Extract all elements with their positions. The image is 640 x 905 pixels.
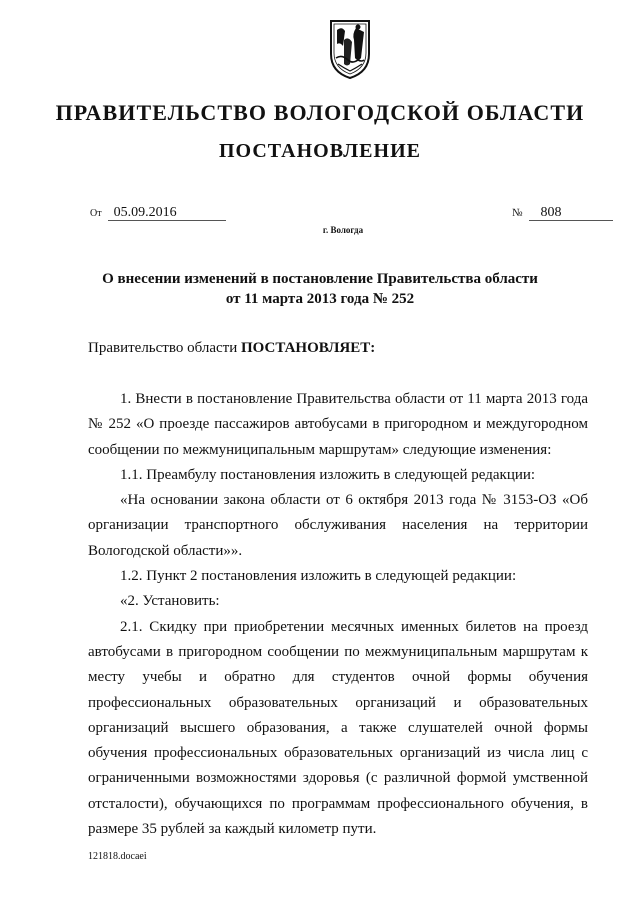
date-value: 05.09.2016 — [108, 205, 226, 221]
paragraph-1-2: 1.2. Пункт 2 постановления изложить в следующей редакции: — [120, 568, 517, 585]
document-subject — [0, 269, 640, 309]
paragraph-2-1: 2.1. Скидку при приобретении месячных именных билетов на проезд автобусами в пригородном сообщении по межмуниципальным маршрутам к месту учебы и обратно для студентов очной формы обучения профессиональных образовательных организаций и образовательных организаций высшего образования, а также слушателей очной формы обучения профессиональных образовательных организаций из числа лиц с ограниченными возможностями здоровья (с различной формой умственной отсталости), обучающихся по программам профессионального обучения, в размере 35 рублей за каждый километр пути. — [88, 618, 588, 838]
document-body — [88, 387, 588, 842]
vologda-coat-of-arms-icon — [328, 18, 372, 80]
subject-line-1: О внесении изменений в постановление Правительства области — [102, 271, 538, 287]
paragraph-quote-2: «2. Установить: — [120, 593, 220, 610]
preamble — [88, 340, 375, 357]
footer-file-name: 121818.docaei — [88, 851, 147, 862]
preamble-lead: Правительство области — [88, 340, 241, 356]
subject-line-2: от 11 марта 2013 года № 252 — [225, 291, 415, 307]
paragraph-1: 1. Внести в постановление Правительства области от 11 марта 2013 года № 252 «О проезде пассажиров автобусами в пригородном и междугородном сообщении по межмуниципальным маршрутам» следующие изменения: — [88, 391, 588, 458]
document-type: ПОСТАНОВЛЕНИЕ — [219, 140, 421, 162]
government-title: ПРАВИТЕЛЬСТВО ВОЛОГОДСКОЙ ОБЛАСТИ — [55, 100, 585, 125]
preamble-keyword: ПОСТАНОВЛЯЕТ: — [240, 340, 376, 356]
number-value: 808 — [529, 205, 613, 221]
city-label: г. Вологда — [322, 225, 364, 235]
number-label: № — [512, 207, 523, 219]
date-field — [90, 205, 226, 221]
paragraph-1-1: 1.1. Преамбулу постановления изложить в следующей редакции: — [120, 466, 536, 483]
number-field — [512, 205, 613, 221]
paragraph-quote-preamble: «На основании закона области от 6 октября 2013 года № 3153-ОЗ «Об организации транспортного обслуживания населения на территории Вологодской области»». — [88, 492, 588, 559]
date-label: От — [90, 208, 102, 219]
